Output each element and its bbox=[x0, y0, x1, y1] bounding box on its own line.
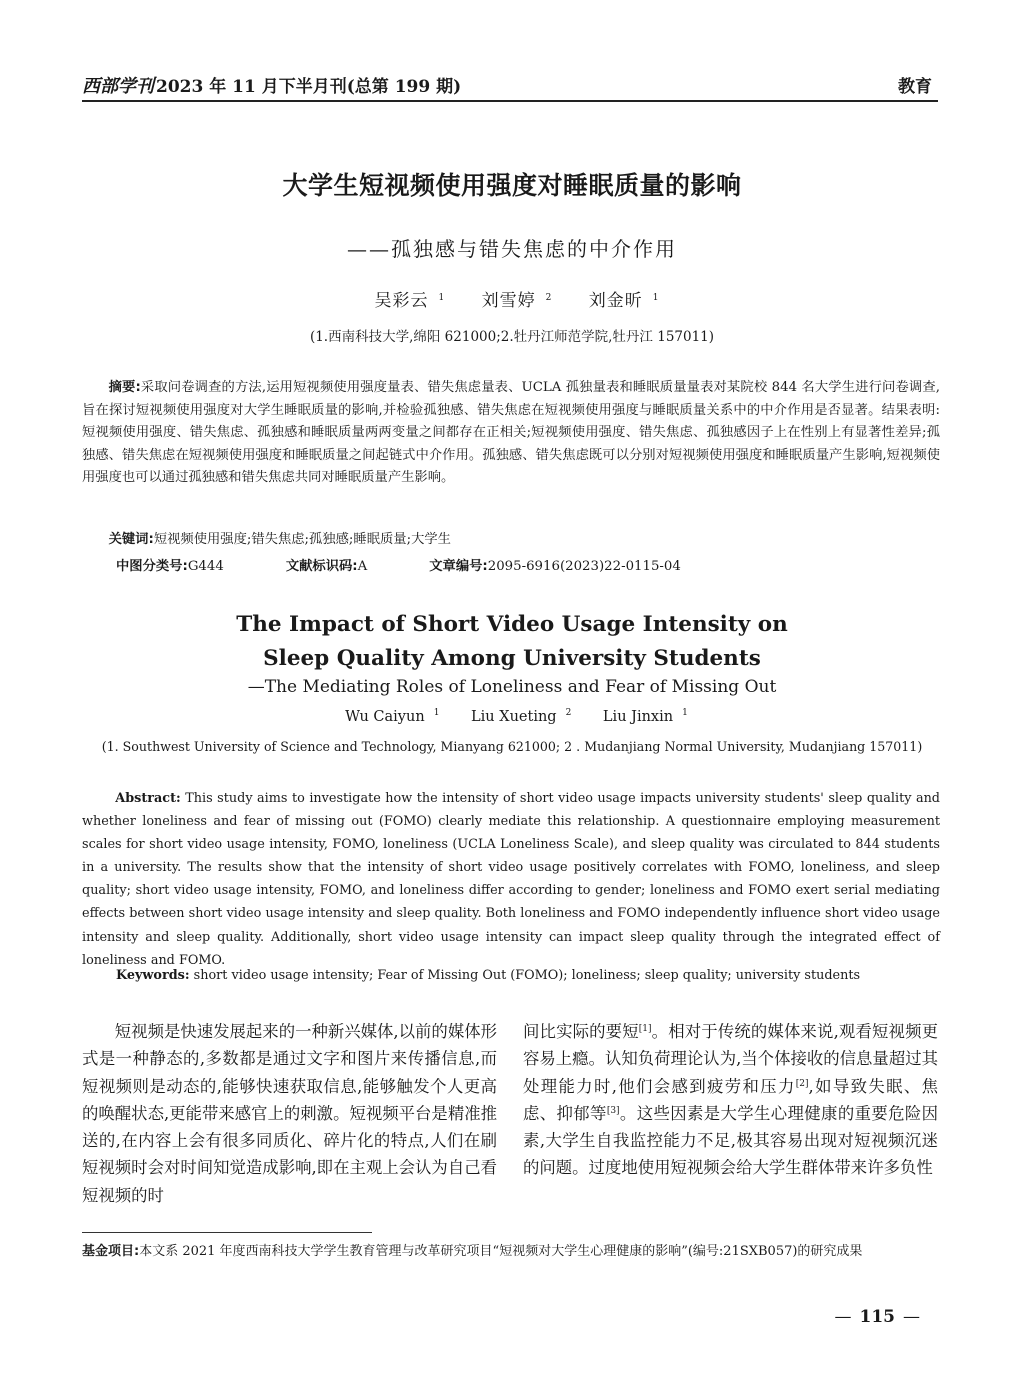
abstract-text: 采取问卷调查的方法,运用短视频使用强度量表、错失焦虑量表、UCLA 孤独量表和睡眠质量量表对某院校 844 名大学生进行问卷调查,旨在探讨短视频使用强度对大学生睡眠质量的影响,并检验孤独感、错失焦虑在短视频使用强度与睡眠质量关系中的中介作用是否显著。结果表明:短视频使用强度、错失焦虑、孤独感和睡眠质量两两变量之间都存在正相关;短视频使用强度、错失焦虑、孤独感因子上在性别上有显著性差异;孤独感、错失焦虑在短视频使用强度和睡眠质量之间起链式中介作用。孤独感、错失焦虑既可以分别对短视频使用强度和睡眠质量产生影响,短视频使用强度也可以通过孤独感和错失焦虑共同对睡眠质量产生影响。 bbox=[82, 380, 940, 485]
english-affiliation: (1. Southwest University of Science and Technology, Mianyang 621000; 2 . Mudanjiang Normal University, Mudanjiang 157011) bbox=[101, 739, 923, 754]
body-column-right: 间比实际的要短[1]。相对于传统的媒体来说,观看短视频更容易上瘾。认知负荷理论认为,当个体接收的信息量超过其处理能力时,他们会感到疲劳和压力[2],如导致失眠、焦虑、抑郁等[3]。这些因素是大学生心理健康的重要危险因素,大学生自我监控能力不足,极其容易出现对短视频沉迷的问题。过度地使用短视频会给大学生群体带来许多负性 bbox=[523, 1022, 939, 1178]
keywords-label: 关键词: bbox=[108, 532, 154, 547]
keywords-en bbox=[116, 968, 936, 983]
english-title: The Impact of Short Video Usage Intensity on Sleep Quality Among University Students bbox=[236, 612, 788, 671]
keywords-text: short video usage intensity; Fear of Missing Out (FOMO); loneliness; sleep quality; university students bbox=[193, 968, 861, 983]
journal-logo: 西部学刊 bbox=[82, 76, 154, 97]
affiliation: (1.西南科技大学,绵阳 621000;2.牡丹江师范学院,牡丹江 157011) bbox=[309, 329, 715, 345]
author-list bbox=[0, 286, 1024, 311]
footnote-text: 本文系 2021 年度西南科技大学学生教育管理与改革研究项目“短视频对大学生心理健康的影响”(编号:21SXB057)的研究成果 bbox=[139, 1244, 863, 1259]
keywords-text: 短视频使用强度;错失焦虑;孤独感;睡眠质量;大学生 bbox=[153, 532, 451, 547]
running-header-journal bbox=[82, 72, 461, 98]
footnote-rule bbox=[82, 1232, 372, 1233]
author: 吴彩云 $^1$ bbox=[374, 291, 446, 311]
keywords-label: Keywords: bbox=[116, 968, 190, 983]
section-name: 教育 bbox=[898, 77, 932, 97]
article-title: 大学生短视频使用强度对睡眠质量的影响 bbox=[282, 171, 742, 200]
citation: [3] bbox=[606, 1105, 620, 1116]
author: Wu Caiyun $^1$ bbox=[345, 708, 440, 725]
english-subtitle: —The Mediating Roles of Loneliness and Fear of Missing Out bbox=[247, 677, 777, 697]
abstract-cn bbox=[82, 377, 940, 490]
author: Liu Jinxin $^1$ bbox=[602, 708, 688, 725]
citation: [1] bbox=[638, 1024, 652, 1034]
citation: [2] bbox=[795, 1078, 809, 1089]
abstract-label: 摘要: bbox=[108, 380, 141, 395]
abstract-label: Abstract: bbox=[115, 791, 181, 806]
abstract-text: This study aims to investigate how the intensity of short video usage impacts university students' sleep quality and whether loneliness and fear of missing out (FOMO) clearly mediate this relationship. A questionnaire employing measurement scales for short video usage intensity, FOMO, loneliness (UCLA Loneliness Scale), and sleep quality was circulated to 844 students in a university. The results show that the intensity of short video usage positively correlates with FOMO, loneliness, and sleep quality; short video usage intensity, FOMO, and loneliness differ according to gender; loneliness and FOMO exert serial mediating effects between short video usage intensity and sleep quality. Both loneliness and FOMO independently influence short video usage intensity and sleep quality. Additionally, short video usage intensity can impact sleep quality through the integrated effect of loneliness and FOMO. bbox=[82, 791, 941, 968]
page-number: — 115 — bbox=[834, 1307, 920, 1327]
issue-info: 2023 年 11 月下半月刊(总第 199 期) bbox=[156, 77, 462, 97]
header-rule bbox=[82, 100, 938, 102]
footnote-label: 基金项目: bbox=[82, 1244, 140, 1259]
author: 刘雪婷 $^2$ bbox=[481, 291, 553, 311]
classification-line bbox=[116, 555, 681, 574]
author: 刘金昕 $^1$ bbox=[588, 291, 660, 311]
abstract-en bbox=[82, 787, 940, 972]
footnote bbox=[82, 1240, 942, 1263]
author: Liu Xueting $^2$ bbox=[471, 708, 572, 725]
keywords-cn bbox=[82, 528, 940, 547]
article-number: 文章编号:2095-6916(2023)22-0115-04 bbox=[429, 559, 681, 574]
clc-number: 中图分类号:G444 bbox=[116, 559, 224, 574]
body-column-left: 短视频是快速发展起来的一种新兴媒体,以前的媒体形式是一种静态的,多数都是通过文字和图片来传播信息,而短视频则是动态的,能够快速获取信息,能够触发个人更高的唤醒状态,更能带来感官上的刺激。短视频平台是精准推送的,在内容上会有很多同质化、碎片化的特点,人们在刷短视频时会对时间知觉造成影响,即在主观上会认为自己看短视频的时 bbox=[82, 1022, 497, 1205]
article-subtitle: ——孤独感与错失焦虑的中介作用 bbox=[347, 237, 677, 261]
document-code: 文献标识码:A bbox=[285, 559, 368, 574]
english-author-list bbox=[0, 709, 1024, 725]
